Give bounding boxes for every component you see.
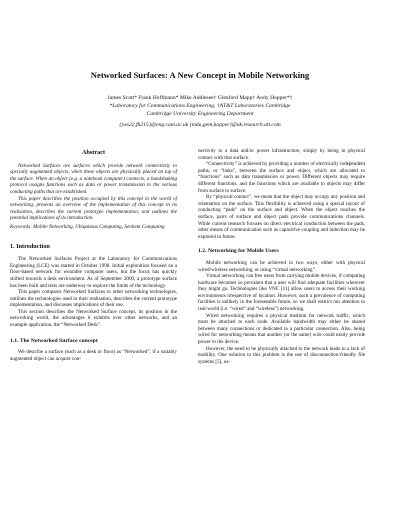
abstract-heading: Abstract [81,149,106,156]
section-heading-introduction: 1. Introduction [10,242,50,250]
left-column [10,150,177,362]
body-paragraph: By “physical contact”, we mean that the object may occupy any position and orientation on the surface. This flexibility is achieved using a special layout of conducting “pads” on the surface and object. When the object touches the surface, pairs of surface and object pads provide communications channels. While current research focuses on direct electrical conduction between the pads, other means of communication such as capacitive coupling and induction may be explored in future. [198,194,365,240]
body-paragraph: We describe a surface (such as a desk or floor) as “Networked”, if a suitably augmented object can acquire con- [10,349,177,362]
subsection-heading-mobile-networking: 1.2. Networking for Mobile Users [198,248,279,255]
body-paragraph: However, the need to be physically attached to the network leads to a lack of mobility. One solution to this problem is the use of disconnection-friendly file systems [5], us- [198,345,365,365]
author-emails: {jws22,fh215}@eng.cam.ac.uk {mda,gem,hopper}@uk.research.att.com [119,122,281,128]
body-paragraph: This paper compares Networked Surfaces to other networking technologies, outlines the technologies used in their realisation, describes the current prototype implementation, and discusses implications of their use. [10,289,177,309]
body-paragraph: nectivity to a data and/or power infrastructure, simply by being in physical contact with that surface. [198,148,365,161]
abstract-paragraph: This paper describes the position occupied by this concept in the world of networking, presents an overview of the implementation of this concept in its realisation, describes the current prototype implementation, and outlines the potential implications of its introduction. [10,195,177,222]
body-paragraph: “Connectivity” is achieved by providing a number of electrically independent paths, or “links”, between the surface and object, which are allocated to “functions” such as data transmission or power. Different objects may require different functions, and the functions which are available to objects may differ from surface to surface. [198,161,365,194]
body-paragraph: This section describes the Networked Surface concept, its position in the networking world, the advantages it exhibits over other networks, and an example application, the “Networked Desk”. [10,308,177,329]
paper-title: Networked Surfaces: A New Concept in Mobile Networking [90,70,310,80]
affiliation-line-1: *Laboratory for Communications Engineering, †AT&T Laboratories Cambridge [109,103,291,109]
body-paragraph: Wired networking requires a physical medium for network traffic, which must be attached to each node. Available bandwidth may either be shared between many connections or dedicated to a particular connection. Also, being wired for networking means that another (or the same) wire could easily provide power to the device. [198,312,365,346]
author-list: James Scott* Frank Hoffmann* Mike Addlesee† Glenford Mapp† Andy Hopper*† [107,95,293,101]
abstract-paragraph: Networked Surfaces are surfaces which provide network connectivity to specially augmented objects, when these objects are physically placed on top of the surface. When an object (e.g. a notebook computer) connects, a handshaking protocol assigns functions such as data or power transmission to the various conducting paths that are established. [10,162,177,195]
right-column [198,148,365,365]
body-paragraph: Virtual networking can free users from carrying mobile devices, if computing hardware becomes so prevalent that a user will find adequate facilities wherever they might go. Technologies like VNC [11] allow users to access their working environments irrespective of location. However, such a prevalence of computing facilities is unlikely in the foreseeable future, so we shall restrict our attention to real-world (i.e. “wired” and “wireless”) networking. [198,273,365,313]
body-paragraph: The Networked Surfaces Project at the Laboratory for Communications Engineering (LCE) was started in October 1998. Initial exploration focused on a floor-based network for wearable computer users, but the focus has quickly shifted towards a desk environment. As of September 2000, a prototype surface has been built and tests are underway to explore the limits of the technology. [10,256,177,289]
body-paragraph: Mobile networking can be achieved in two ways, either with physical wired/wireless networking, or using “virtual networking”. [198,259,365,273]
keywords: Keywords: Mobile Networking, Ubiquitous Computing, Sentient Computing [10,223,165,230]
abstract-section [10,150,177,231]
subsection-heading-concept: 1.1. The Networked Surface concept [10,337,98,344]
affiliation-line-2: Cambridge University Engineering Department [146,111,254,117]
